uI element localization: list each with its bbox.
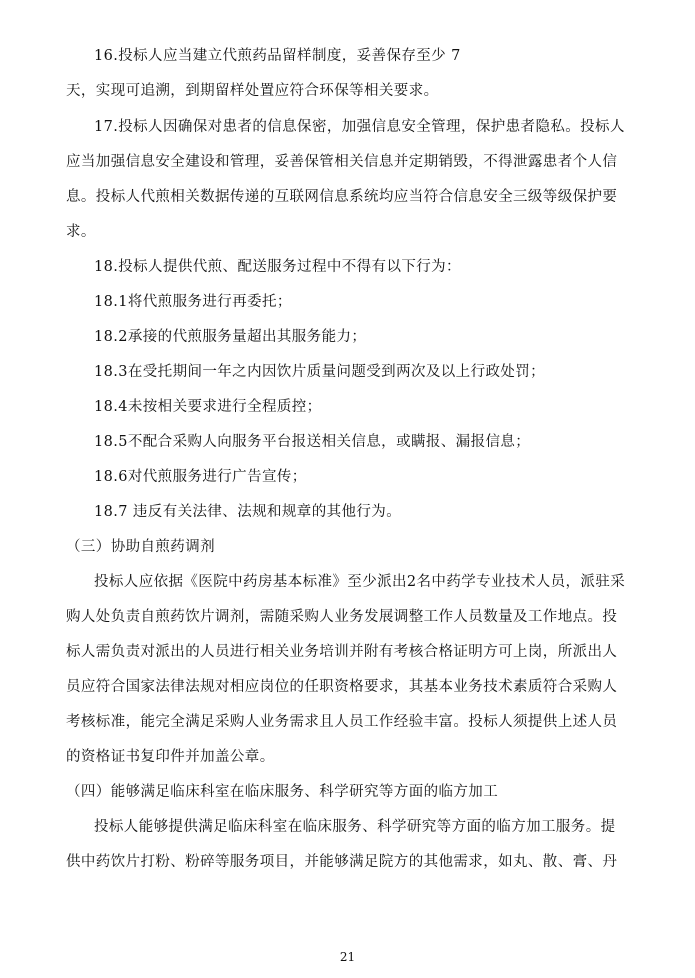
text-line: 天，实现可追溯，到期留样处置应符合环保等相关要求。 [66,83,439,99]
text-line: 供中药饮片打粉、粉碎等服务项目，并能够满足院方的其他需求，如丸、散、膏、丹 [66,854,618,870]
text-line: 息。投标人代煎相关数据传递的互联网信息系统均应当符合信息安全三级等级保护要 [66,189,618,205]
text-line: 16.投标人应当建立代煎药品留样制度，妥善保存至少 7 [94,48,461,64]
text-line: 投标人能够提供满足临床科室在临床服务、科学研究等方面的临方加工服务。提 [94,819,616,835]
text-line: 的资格证书复印件并加盖公章。 [66,749,275,765]
list-item: 18.5不配合采购人向服务平台报送相关信息，或瞒报、漏报信息； [94,434,531,450]
text-line: 标人需负责对派出的人员进行相关业务培训并附有考核合格证明方可上岗，所派出人 [66,644,618,660]
section-heading: （四）能够满足临床科室在临床服务、科学研究等方面的临方加工 [66,784,499,800]
list-item: 18.1将代煎服务进行再委托； [94,294,292,310]
text-line: 18.投标人提供代煎、配送服务过程中不得有以下行为： [94,259,461,275]
list-item: 18.7 违反有关法律、法规和规章的其他行为。 [94,504,402,520]
section-heading: （三）协助自煎药调剂 [66,539,215,555]
list-item: 18.4未按相关要求进行全程质控； [94,399,322,415]
list-item: 18.2承接的代煎服务量超出其服务能力； [94,329,367,345]
list-item: 18.6对代煎服务进行广告宣传； [94,469,307,485]
text-line: 员应符合国家法律法规对相应岗位的任职资格要求，其基本业务技术素质符合采购人 [66,679,618,695]
text-line: 考核标准，能完全满足采购人业务需求且人员工作经验丰富。投标人须提供上述人员 [66,714,618,730]
text-line: 17.投标人因确保对患者的信息保密，加强信息安全管理，保护患者隐私。投标人 [94,119,625,135]
page-number: 21 [339,950,356,964]
text-line: 投标人应依据《医院中药房基本标准》至少派出2名中药学专业技术人员，派驻采 [94,574,626,590]
list-item: 18.3在受托期间一年之内因饮片质量问题受到两次及以上行政处罚； [94,364,546,380]
text-line: 购人处负责自煎药饮片调剂，需随采购人业务发展调整工作人员数量及工作地点。投 [66,609,618,625]
text-line: 应当加强信息安全建设和管理，妥善保管相关信息并定期销毁，不得泄露患者个人信 [66,154,618,170]
text-line: 求。 [66,224,96,240]
